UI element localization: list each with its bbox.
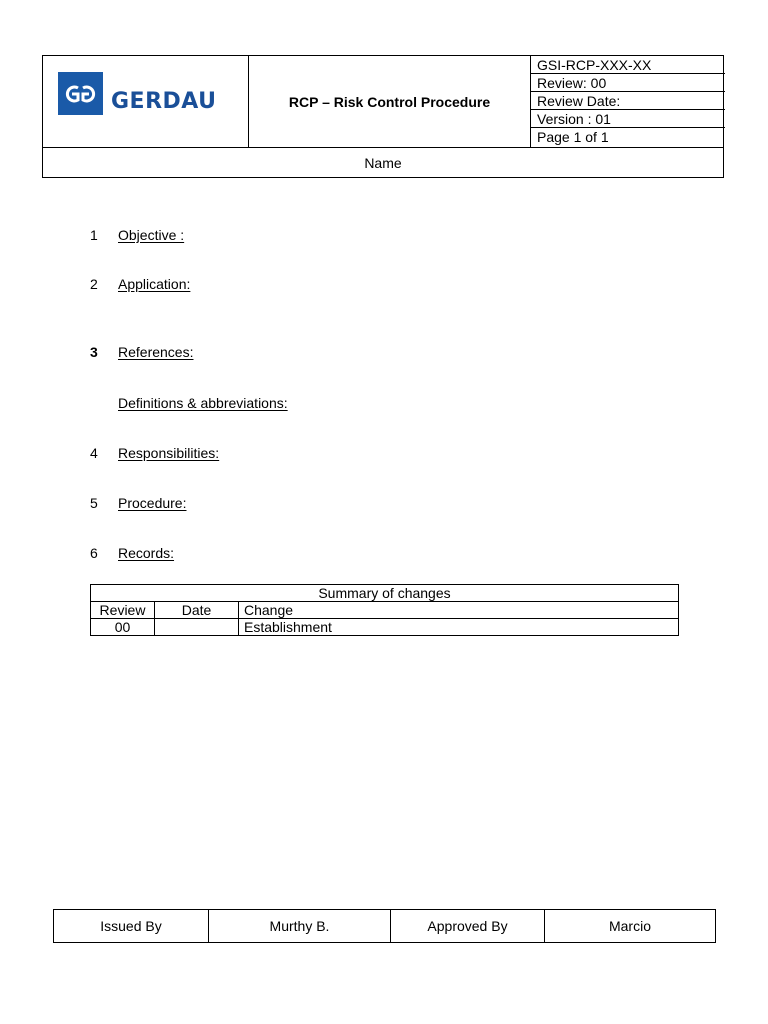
gerdau-logo-icon [58, 72, 103, 115]
column-header-change: Change [239, 602, 679, 619]
document-title: RCP – Risk Control Procedure [249, 56, 531, 148]
approved-by-label: Approved By [391, 910, 545, 943]
doc-code: GSI-RCP-XXX-XX [531, 56, 725, 74]
cell-change: Establishment [239, 619, 679, 636]
table-title: Summary of changes [91, 585, 679, 602]
cell-review: 00 [91, 619, 155, 636]
section-number: 6 [90, 545, 98, 561]
column-header-review: Review [91, 602, 155, 619]
section-number: 1 [90, 227, 98, 243]
section-number: 5 [90, 495, 98, 511]
section-number: 4 [90, 445, 98, 461]
section-records: Records: [118, 545, 175, 561]
page-number: Page 1 of 1 [537, 129, 609, 145]
logo-cell [43, 56, 249, 148]
section-responsibilities: Responsibilities: [118, 445, 220, 461]
review-date: Review Date: [531, 92, 725, 110]
section-procedure: Procedure: [118, 495, 187, 511]
section-number: 2 [90, 276, 98, 292]
section-references: References: [118, 344, 194, 360]
issued-by-label: Issued By [54, 910, 209, 943]
signature-row [54, 910, 716, 943]
section-objective: Objective : [118, 227, 185, 243]
document-header [42, 55, 724, 178]
version: Version : 01 [531, 110, 725, 128]
approved-by-name: Marcio [545, 910, 716, 943]
review-number: Review: 00 [531, 74, 725, 92]
section-application: Application: [118, 276, 191, 292]
column-header-date: Date [155, 602, 239, 619]
table-title-row [91, 585, 679, 602]
section-definitions: Definitions & abbreviations: [118, 395, 288, 411]
cell-date [155, 619, 239, 636]
table-row [91, 619, 679, 636]
name-field: Name [43, 147, 723, 178]
section-number: 3 [90, 344, 98, 360]
logo-wordmark: GERDAU [111, 89, 217, 114]
summary-of-changes-table [90, 584, 679, 636]
document-meta [531, 56, 725, 148]
table-header-row [91, 602, 679, 619]
gerdau-logo-mark [58, 72, 103, 115]
signature-table [53, 909, 716, 943]
issued-by-name: Murthy B. [209, 910, 391, 943]
